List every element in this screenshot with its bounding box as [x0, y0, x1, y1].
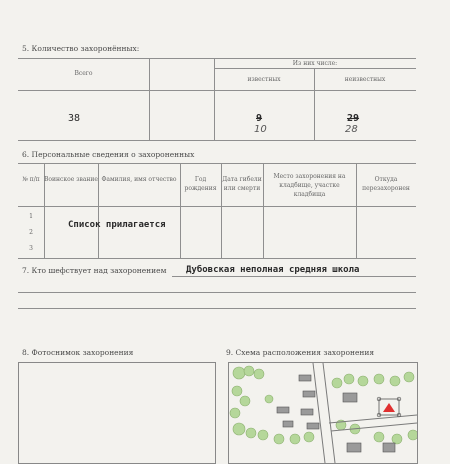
table5-header-bottom [18, 90, 416, 91]
header-of-them: Из них числе: [292, 60, 338, 67]
header-known: известных [247, 76, 281, 83]
section8-title: 8. Фотоснимок захоронения [22, 348, 134, 357]
row-number-1: 1 [29, 213, 33, 220]
table5-vline-2 [214, 58, 215, 140]
col-birth-year: Год рождения [184, 176, 217, 192]
col-burial-place: Место захоронения на кладбище, участке кладбища [273, 173, 346, 198]
section7-label: 7. Кто шефствует над захоронением [22, 266, 167, 275]
section9-title: 9. Схема расположения захоронения [226, 348, 375, 357]
patron-value: Дубовская неполная средняя школа [186, 265, 360, 275]
table5-vline-1 [149, 58, 150, 140]
col-name: Фамилия, имя отчество [101, 176, 177, 183]
burial-location-scheme [229, 363, 417, 463]
table5-subheader-line [214, 68, 416, 69]
col-reburied-from: Откуда перезахоронен [362, 176, 410, 192]
section7-line-2 [18, 292, 416, 293]
section7-line-3 [18, 308, 416, 309]
value-total: 38 [68, 113, 81, 124]
row-number-2: 2 [29, 229, 33, 236]
scheme-frame [228, 362, 418, 464]
list-attached-note: Список прилагается [68, 220, 166, 230]
header-total: Всего [74, 70, 93, 77]
section6-title: 6. Персональные сведения о захороненных [22, 150, 195, 159]
value-known-old: 9 [256, 113, 263, 124]
section7-line-1 [172, 276, 416, 277]
col-number: № п/п [22, 176, 40, 183]
row-number-3: 3 [29, 245, 33, 252]
col-death-date: Дата гибели или смерти [222, 176, 262, 192]
value-known-new: 10 [254, 124, 267, 135]
photo-frame [18, 362, 216, 464]
value-unknown-old: 29 [347, 113, 360, 124]
value-unknown-new: 28 [345, 124, 358, 135]
table5-bottom-line [18, 140, 416, 141]
header-unknown: неизвестных [344, 76, 386, 83]
table6-bottom-line [18, 258, 416, 259]
section5-title: 5. Количество захоронённых: [22, 44, 140, 53]
col-rank: Воинское звание [44, 176, 98, 183]
memorial-marker [377, 397, 401, 417]
